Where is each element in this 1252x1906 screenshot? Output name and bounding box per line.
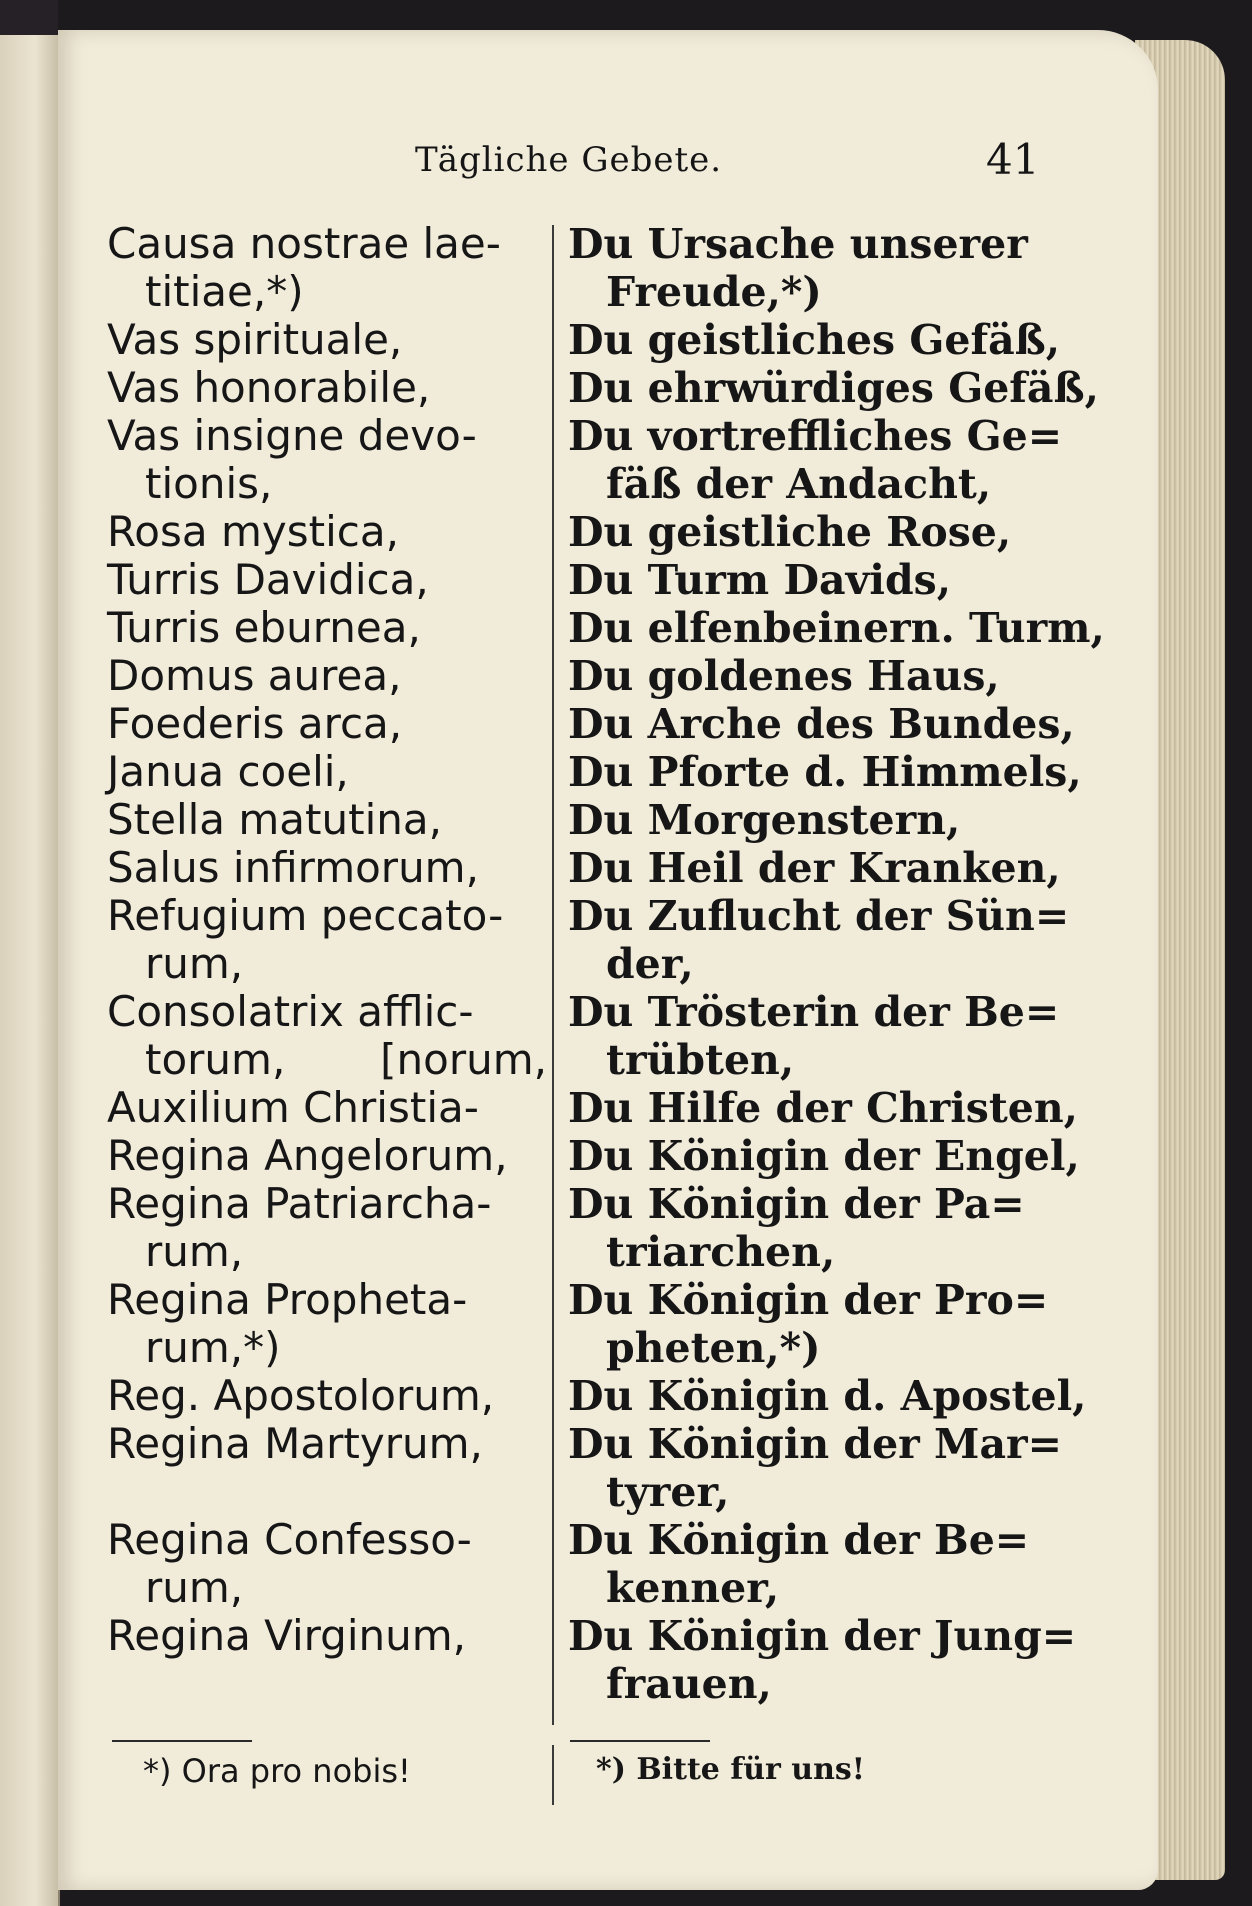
- latin-line: Rosa mystica,: [107, 507, 399, 556]
- latin-line: Vas spirituale,: [107, 315, 403, 364]
- footnote-column-divider: [552, 1745, 554, 1805]
- column-divider: [552, 225, 554, 1725]
- german-line: Du Königin der Engel,: [568, 1132, 1080, 1180]
- german-line: Du geistliche Rose,: [568, 508, 1012, 556]
- german-line: triarchen,: [606, 1228, 836, 1276]
- german-line: Du Zuflucht der Sün=: [568, 892, 1070, 940]
- running-head: Tägliche Gebete.: [415, 140, 723, 180]
- latin-line: Auxilium Christia-: [107, 1083, 479, 1132]
- footnote-rule-right: [570, 1740, 710, 1742]
- german-line: fäß der Andacht,: [606, 460, 992, 508]
- latin-line: rum,*): [145, 1323, 281, 1372]
- latin-line: Causa nostrae lae-: [107, 219, 501, 268]
- german-line: Du Turm Davids,: [568, 556, 951, 604]
- german-line: Du Königin der Mar=: [568, 1420, 1062, 1468]
- german-line: Du Heil der Kranken,: [568, 844, 1061, 892]
- latin-line: Refugium peccato-: [107, 891, 504, 940]
- german-line: Du Königin d. Apostel,: [568, 1372, 1087, 1420]
- latin-line: Vas honorabile,: [107, 363, 431, 412]
- german-line: Du geistliches Gefäß,: [568, 316, 1061, 364]
- german-line: der,: [606, 940, 694, 988]
- footnote-latin: *) Ora pro nobis!: [143, 1752, 411, 1790]
- latin-line: Stella matutina,: [107, 795, 442, 844]
- german-line: Du Königin der Jung=: [568, 1612, 1077, 1660]
- german-line: Du ehrwürdiges Gefäß,: [568, 364, 1099, 412]
- latin-line: Regina Confesso-: [107, 1515, 472, 1564]
- german-line: Du Hilfe der Christen,: [568, 1084, 1078, 1132]
- german-line: Du Morgenstern,: [568, 796, 961, 844]
- german-line: Du Ursache unserer: [568, 220, 1028, 268]
- latin-line-continuation: [norum,: [380, 1035, 547, 1084]
- latin-line: Vas insigne devo-: [107, 411, 477, 460]
- latin-line: tionis,: [145, 459, 273, 508]
- german-line: Du Königin der Pro=: [568, 1276, 1049, 1324]
- latin-line: rum,: [145, 939, 244, 988]
- german-line: trübten,: [606, 1036, 795, 1084]
- german-line: Du Trösterin der Be=: [568, 988, 1060, 1036]
- latin-line: Regina Virginum,: [107, 1611, 467, 1660]
- german-line: Du Königin der Be=: [568, 1516, 1030, 1564]
- latin-line: torum,: [145, 1035, 286, 1084]
- german-line: Du elfenbeinern. Turm,: [568, 604, 1105, 652]
- german-line: Du Arche des Bundes,: [568, 700, 1075, 748]
- latin-line: Regina Propheta-: [107, 1275, 468, 1324]
- latin-line: rum,: [145, 1227, 244, 1276]
- latin-line: Consolatrix afflic-: [107, 987, 474, 1036]
- latin-line: Janua coeli,: [107, 747, 349, 796]
- german-line: Du vortreffliches Ge=: [568, 412, 1063, 460]
- german-line: Freude,*): [606, 268, 822, 316]
- german-line: kenner,: [606, 1564, 780, 1612]
- latin-line: Reg. Apostolorum,: [107, 1371, 495, 1420]
- latin-line: rum,: [145, 1563, 244, 1612]
- german-line: tyrer,: [606, 1468, 730, 1516]
- latin-line: Regina Patriarcha-: [107, 1179, 492, 1228]
- book-spine: [0, 0, 58, 40]
- latin-line: Turris eburnea,: [107, 603, 421, 652]
- german-line: pheten,*): [606, 1324, 821, 1372]
- german-line: Du Königin der Pa=: [568, 1180, 1025, 1228]
- footnote-german: *) Bitte für uns!: [596, 1752, 865, 1787]
- latin-line: Foederis arca,: [107, 699, 403, 748]
- footnote-rule-left: [112, 1740, 252, 1742]
- facing-page-edge: [0, 35, 60, 1906]
- latin-line: Regina Martyrum,: [107, 1419, 483, 1468]
- latin-line: Salus infirmorum,: [107, 843, 479, 892]
- latin-line: Turris Davidica,: [107, 555, 429, 604]
- german-line: Du goldenes Haus,: [568, 652, 1000, 700]
- latin-line: titiae,*): [145, 267, 304, 316]
- page-number: 41: [986, 135, 1040, 184]
- latin-line: Domus aurea,: [107, 651, 402, 700]
- german-line: Du Pforte d. Himmels,: [568, 748, 1082, 796]
- german-line: frauen,: [606, 1660, 772, 1708]
- latin-line: Regina Angelorum,: [107, 1131, 508, 1180]
